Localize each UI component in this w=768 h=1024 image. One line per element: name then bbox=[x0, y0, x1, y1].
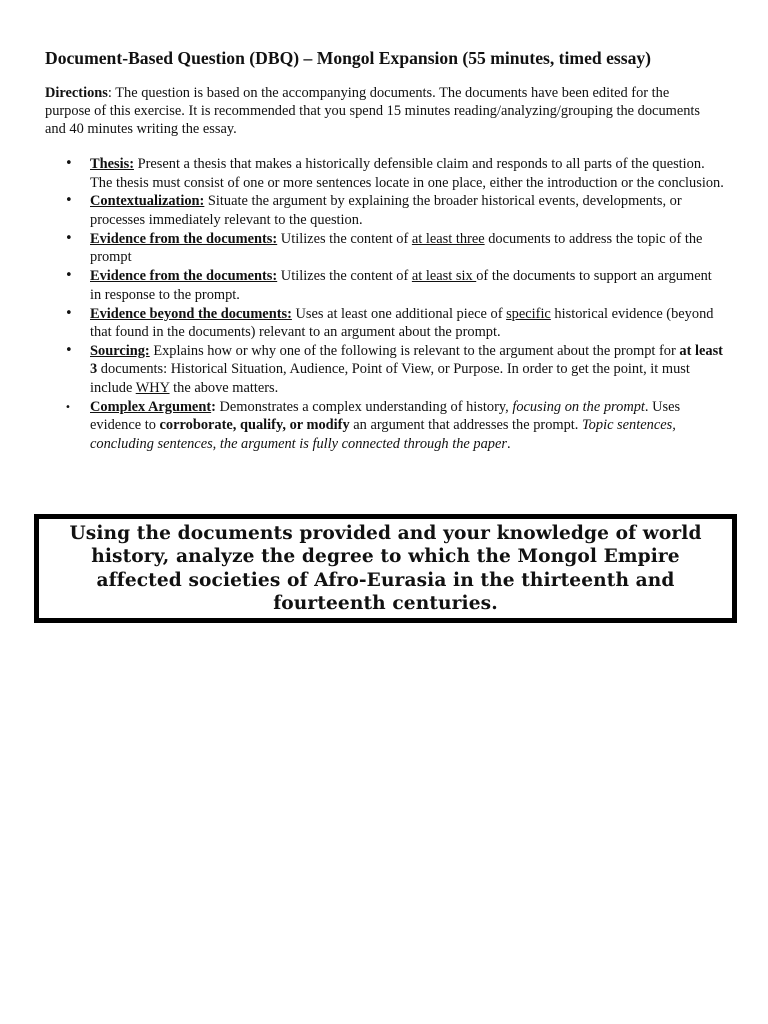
bullet-icon: • bbox=[65, 193, 73, 209]
directions-paragraph bbox=[45, 84, 717, 138]
bullet-icon: • bbox=[65, 268, 73, 284]
criterion-text: Demonstrates a complex understanding of history, bbox=[215, 398, 513, 415]
criterion-text: Explains how or why one of the following is relevant to the argument about the prompt for bbox=[149, 342, 680, 359]
criterion-label: Sourcing: bbox=[90, 342, 150, 359]
page-title: Document-Based Question (DBQ) – Mongol Expansion (55 minutes, timed essay) bbox=[45, 48, 652, 68]
criterion-evidence-three bbox=[45, 230, 725, 267]
criterion-evidence-beyond bbox=[45, 305, 725, 342]
criterion-text: the above matters. bbox=[169, 379, 279, 396]
criterion-evidence-six bbox=[45, 267, 725, 304]
scoring-criteria-list bbox=[45, 155, 725, 454]
criterion-emphasis: at least six bbox=[411, 268, 477, 285]
criterion-bold: at least 3 bbox=[90, 342, 723, 378]
criterion-contextualization bbox=[45, 192, 725, 229]
criterion-complex-argument bbox=[45, 398, 725, 454]
criterion-text: documents: Historical Situation, Audience, Point of View, or Purpose. In order to get the point, it must include bbox=[90, 361, 690, 396]
directions-label: Directions bbox=[45, 85, 108, 101]
criterion-text: Utilizes the content of bbox=[277, 230, 412, 247]
criterion-thesis bbox=[45, 155, 725, 192]
criterion-text: . Uses evidence to bbox=[90, 398, 681, 434]
criterion-label: Contextualization: bbox=[90, 193, 205, 210]
essay-prompt-box bbox=[34, 514, 737, 623]
criterion-label-colon: : bbox=[211, 398, 216, 415]
criterion-emphasis: WHY bbox=[135, 379, 170, 396]
bullet-icon: • bbox=[65, 401, 71, 413]
criterion-text: documents to address the topic of the prompt bbox=[90, 230, 703, 266]
criterion-label: Complex Argument bbox=[90, 398, 212, 415]
criterion-text: Utilizes the content of bbox=[277, 268, 412, 285]
criterion-italic: focusing on the prompt bbox=[512, 398, 645, 415]
criterion-text: Present a thesis that makes a historically defensible claim and responds to all parts of the question. The thesis must consist of one or more sentences locate in one place, either the introduction or the conclusion. bbox=[90, 156, 724, 191]
essay-prompt: Using the documents provided and your knowledge of world history, analyze the degree to which the Mongol Empire affected societies of Afro-Eurasia in the thirteenth and fourteenth centuries. bbox=[69, 522, 702, 614]
criterion-text: Uses at least one additional piece of bbox=[291, 305, 507, 322]
criterion-label: Evidence beyond the documents: bbox=[90, 305, 292, 322]
bullet-icon: • bbox=[65, 342, 73, 358]
criterion-text: historical evidence (beyond that found in the documents) relevant to an argument about the prompt. bbox=[90, 305, 714, 341]
criterion-text: of the documents to support an argument in response to the prompt. bbox=[90, 268, 712, 303]
criterion-bold: corroborate, qualify, or modify bbox=[159, 417, 350, 434]
criterion-text: . bbox=[506, 435, 511, 452]
criterion-text: an argument that addresses the prompt. bbox=[349, 417, 582, 434]
bullet-icon: • bbox=[65, 156, 73, 171]
criterion-label: Evidence from the documents: bbox=[90, 268, 278, 285]
criterion-label: Evidence from the documents: bbox=[90, 230, 278, 247]
criterion-emphasis: specific bbox=[506, 305, 551, 322]
criterion-italic: Topic sentences, concluding sentences, the argument is fully connected through the paper bbox=[90, 417, 676, 452]
directions-text: : The question is based on the accompanying documents. The documents have been edited for the purpose of this exercise. It is recommended that you spend 15 minutes reading/analyzing/grouping the documents and 40 minutes writing the essay. bbox=[45, 85, 701, 137]
criterion-sourcing bbox=[45, 342, 725, 398]
bullet-icon: • bbox=[65, 230, 73, 246]
bullet-icon: • bbox=[65, 305, 73, 321]
criterion-emphasis: at least three bbox=[411, 230, 485, 247]
criterion-label: Thesis: bbox=[90, 156, 134, 172]
criterion-text: Situate the argument by explaining the broader historical events, developments, or processes immediately relevant to the question. bbox=[90, 193, 682, 228]
